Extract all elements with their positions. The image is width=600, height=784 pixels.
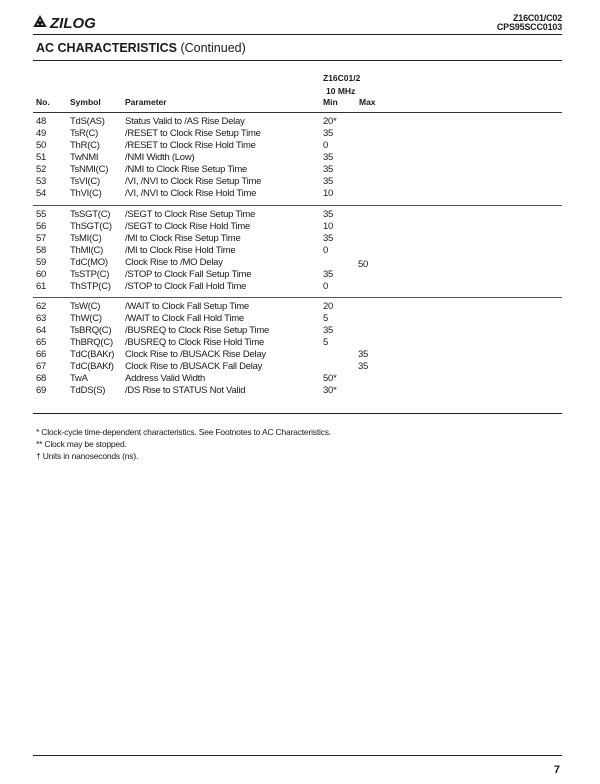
cell-parameter: /MI to Clock Rise Hold Time (125, 245, 236, 256)
cell-min: 35 (323, 233, 334, 244)
section-rule (33, 60, 562, 61)
table-row (0, 128, 600, 140)
cell-symbol: ThBRQ(C) (70, 337, 113, 348)
footer-rule (33, 755, 562, 756)
cell-symbol: TdDS(S) (70, 385, 106, 396)
device-header: Z16C01/2 (323, 73, 361, 83)
cell-no: 50 (36, 140, 47, 151)
zilog-logo (33, 13, 105, 31)
section-title-bold: AC CHARACTERISTICS (36, 41, 177, 55)
table-row (0, 269, 600, 281)
cell-symbol: ThMI(C) (70, 245, 104, 256)
header-rule (33, 34, 562, 35)
cell-no: 62 (36, 301, 47, 312)
cell-min: 35 (323, 164, 334, 175)
cell-min: 10 (323, 221, 334, 232)
cell-no: 55 (36, 209, 47, 220)
cell-parameter: /WAIT to Clock Fall Hold Time (125, 313, 244, 324)
cell-max: 35 (358, 349, 369, 360)
cell-parameter: Clock Rise to /BUSACK Rise Delay (125, 349, 266, 360)
cell-symbol: TsSTP(C) (70, 269, 110, 280)
cell-min: 20 (323, 301, 334, 312)
cell-no: 64 (36, 325, 47, 336)
table-row (0, 188, 600, 200)
col-header-symbol: Symbol (70, 97, 101, 107)
cell-no: 51 (36, 152, 47, 163)
cell-parameter: /BUSREQ to Clock Rise Setup Time (125, 325, 270, 336)
cell-symbol: TwA (70, 373, 88, 384)
cell-max: 50 (358, 259, 369, 270)
cell-parameter: /RESET to Clock Rise Hold Time (125, 140, 256, 151)
cell-min: 5 (323, 313, 329, 324)
cell-no: 63 (36, 313, 47, 324)
cell-no: 57 (36, 233, 47, 244)
cell-parameter: /VI, /NVI to Clock Rise Setup Time (125, 176, 262, 187)
cell-min: 20* (323, 116, 337, 127)
cell-min: 35 (323, 325, 334, 336)
cell-parameter: /MI to Clock Rise Setup Time (125, 233, 241, 244)
cell-no: 60 (36, 269, 47, 280)
cell-symbol: TsBRQ(C) (70, 325, 112, 336)
page-number: 7 (553, 764, 560, 776)
cell-parameter: /STOP to Clock Fall Setup Time (125, 269, 252, 280)
cell-symbol: ThVI(C) (70, 188, 102, 199)
table-row (0, 313, 600, 325)
cell-min: 0 (323, 281, 329, 292)
col-header-max: Max (359, 97, 376, 107)
cell-parameter: Status Valid to /AS Rise Delay (125, 116, 245, 127)
cell-no: 56 (36, 221, 47, 232)
table-end-rule (33, 413, 562, 414)
table-row (0, 325, 600, 337)
cell-no: 53 (36, 176, 47, 187)
cell-parameter: /NMI Width (Low) (125, 152, 195, 163)
document-id (497, 14, 562, 32)
cell-parameter: /NMI to Clock Rise Setup Time (125, 164, 248, 175)
cell-min: 50* (323, 373, 337, 384)
table-row (0, 373, 600, 385)
cell-symbol: TdS(AS) (70, 116, 105, 127)
table-row (0, 245, 600, 257)
cell-parameter: /DS Rise to STATUS Not Valid (125, 385, 246, 396)
cell-no: 66 (36, 349, 47, 360)
table-row (0, 337, 600, 349)
table-row (0, 257, 600, 269)
cell-parameter: /STOP to Clock Fall Hold Time (125, 281, 247, 292)
cell-no: 59 (36, 257, 47, 268)
table-row (0, 349, 600, 361)
table-row (0, 233, 600, 245)
cell-parameter: /VI, /NVI to Clock Rise Hold Time (125, 188, 257, 199)
doc-id-line2: CPS95SCC0103 (496, 22, 562, 32)
cell-symbol: ThSGT(C) (70, 221, 112, 232)
cell-no: 61 (36, 281, 47, 292)
cell-no: 69 (36, 385, 47, 396)
table-header-rule (33, 112, 562, 113)
table-row (0, 209, 600, 221)
footnote: ** Clock may be stopped. (36, 439, 127, 449)
table-row (0, 176, 600, 188)
cell-max: 35 (358, 361, 369, 372)
cell-symbol: TsR(C) (70, 128, 99, 139)
section-title-rest: (Continued) (180, 41, 246, 55)
cell-no: 49 (36, 128, 47, 139)
table-row (0, 361, 600, 373)
cell-min: 35 (323, 152, 334, 163)
table-row (0, 385, 600, 397)
cell-parameter: /SEGT to Clock Rise Hold Time (125, 221, 251, 232)
cell-no: 54 (36, 188, 47, 199)
cell-symbol: TwNMI (70, 152, 99, 163)
cell-parameter: Clock Rise to /MO Delay (125, 257, 223, 268)
table-row (0, 221, 600, 233)
section-title (36, 41, 246, 55)
cell-min: 35 (323, 209, 334, 220)
table-row (0, 281, 600, 293)
table-row (0, 116, 600, 128)
col-header-parameter: Parameter (125, 97, 167, 107)
table-row (0, 140, 600, 152)
cell-parameter: /RESET to Clock Rise Setup Time (125, 128, 261, 139)
cell-symbol: TsW(C) (70, 301, 101, 312)
cell-no: 52 (36, 164, 47, 175)
table-row (0, 301, 600, 313)
table-row (0, 164, 600, 176)
cell-min: 0 (323, 140, 329, 151)
cell-min: 0 (323, 245, 329, 256)
cell-parameter: Address Valid Width (125, 373, 206, 384)
cell-parameter: Clock Rise to /BUSACK Fall Delay (125, 361, 263, 372)
cell-no: 58 (36, 245, 47, 256)
speed-header: 10 MHz (326, 86, 356, 96)
cell-parameter: /BUSREQ to Clock Rise Hold Time (125, 337, 265, 348)
cell-symbol: ThW(C) (70, 313, 102, 324)
table-row (0, 152, 600, 164)
cell-min: 30* (323, 385, 337, 396)
cell-parameter: /SEGT to Clock Rise Setup Time (125, 209, 256, 220)
cell-no: 68 (36, 373, 47, 384)
cell-parameter: /WAIT to Clock Fall Setup Time (125, 301, 249, 312)
col-header-min: Min (323, 97, 338, 107)
col-header-no: No. (36, 97, 50, 107)
cell-min: 5 (323, 337, 329, 348)
group-divider (33, 297, 562, 298)
cell-symbol: TsMI(C) (70, 233, 102, 244)
cell-no: 67 (36, 361, 47, 372)
cell-min: 35 (323, 269, 334, 280)
cell-symbol: TsNMI(C) (70, 164, 109, 175)
group-divider (33, 205, 562, 206)
cell-symbol: TdC(BAKf) (70, 361, 114, 372)
doc-id-line1: Z16C01/C02 (512, 13, 562, 23)
cell-symbol: TdC(BAKr) (70, 349, 115, 360)
cell-min: 35 (323, 128, 334, 139)
cell-symbol: TdC(MO) (70, 257, 108, 268)
cell-no: 65 (36, 337, 47, 348)
cell-min: 35 (323, 176, 334, 187)
cell-min: 10 (323, 188, 334, 199)
cell-symbol: TsVI(C) (70, 176, 100, 187)
footnote: † Units in nanoseconds (ns). (36, 451, 139, 461)
cell-symbol: ThSTP(C) (70, 281, 111, 292)
cell-no: 48 (36, 116, 47, 127)
logo-text: ZILOG (50, 15, 96, 31)
cell-symbol: ThR(C) (70, 140, 100, 151)
cell-symbol: TsSGT(C) (70, 209, 111, 220)
footnote: * Clock-cycle time-dependent characteristics. See Footnotes to AC Characteristics. (36, 427, 331, 437)
